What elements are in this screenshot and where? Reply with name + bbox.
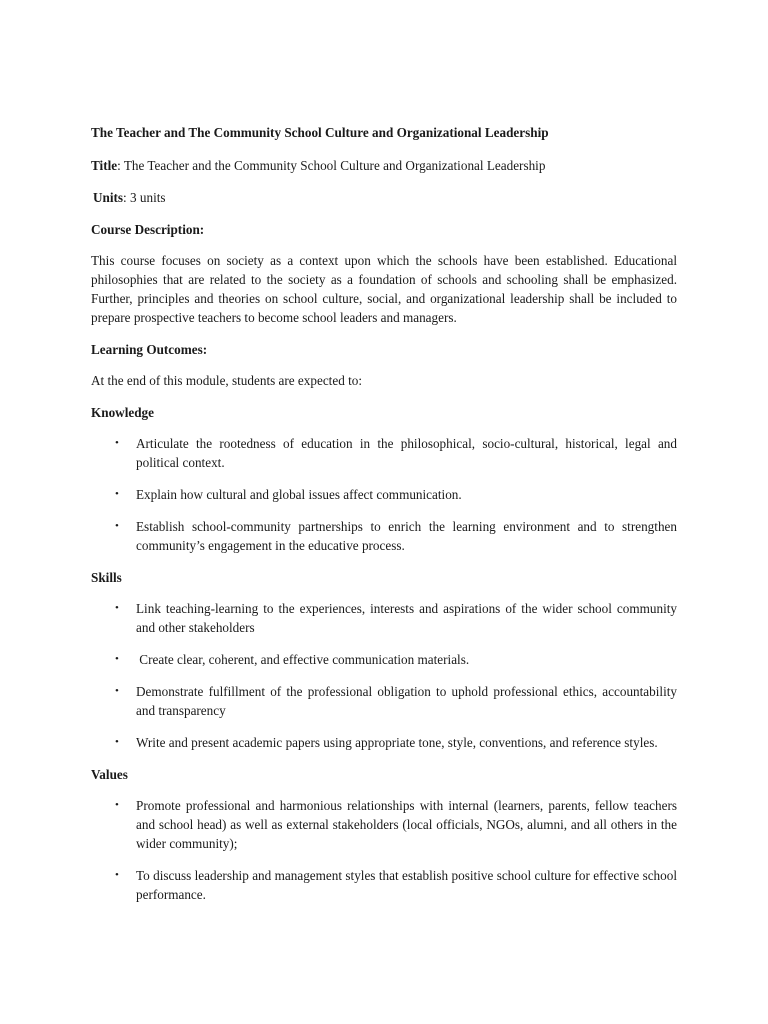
list-item-text: Create clear, coherent, and effective communication materials.	[136, 652, 470, 667]
list-item	[91, 517, 677, 555]
course-description-text: This course focuses on society as a context upon which the schools have been established. Educational philosophies that are related to the society as a foundation of schools and schooling shall be emphasized. Further, principles and theories on school culture, social, and organizational leadership shall be included to prepare prospective teachers to become school leaders and managers.	[91, 253, 677, 325]
list-item	[91, 650, 677, 669]
title-line	[91, 156, 677, 175]
list-item-text: Write and present academic papers using appropriate tone, style, conventions, and reference styles.	[136, 735, 658, 750]
learning-outcomes-intro: At the end of this module, students are expected to:	[91, 373, 363, 388]
bullet-icon: •	[115, 488, 119, 500]
list-item-text: Establish school-community partnerships to enrich the learning environment and to strengthen community’s engagement in the educative process.	[136, 519, 677, 553]
list-item	[91, 866, 677, 904]
skills-heading: Skills	[91, 570, 122, 585]
list-item-text: To discuss leadership and management styles that establish positive school culture for effective school performance.	[136, 868, 677, 902]
list-item-text: Articulate the rootedness of education in the philosophical, socio-cultural, historical, legal and political context.	[136, 436, 677, 470]
list-item	[91, 599, 677, 637]
list-item-text: Demonstrate fulfillment of the professional obligation to uphold professional ethics, accountability and transparency	[136, 684, 677, 718]
list-item-text: Link teaching-learning to the experiences, interests and aspirations of the wider school community and other stakeholders	[136, 601, 677, 635]
bullet-icon: •	[115, 799, 119, 811]
list-item	[91, 485, 677, 504]
bullet-icon: •	[115, 685, 119, 697]
units-label: Units	[93, 190, 124, 205]
bullet-icon: •	[115, 653, 119, 665]
bullet-icon: •	[115, 520, 119, 532]
course-description-heading: Course Description:	[91, 222, 205, 237]
list-item	[91, 682, 677, 720]
learning-outcomes-heading: Learning Outcomes:	[91, 342, 208, 357]
list-item	[91, 796, 677, 853]
document-main-heading: The Teacher and The Community School Culture and Organizational Leadership	[91, 125, 549, 140]
list-item	[91, 434, 677, 472]
bullet-icon: •	[115, 869, 119, 881]
list-item	[91, 733, 677, 752]
list-item-text: Promote professional and harmonious relationships with internal (learners, parents, fellow teachers and school head) as well as external stakeholders (local officials, NGOs, alumni, and all others in the wider community);	[136, 798, 677, 851]
skills-list	[91, 599, 677, 752]
values-list	[91, 796, 677, 904]
units-line	[91, 188, 677, 207]
title-value: : The Teacher and the Community School Culture and Organizational Leadership	[117, 158, 546, 173]
knowledge-list	[91, 434, 677, 555]
values-heading: Values	[91, 767, 128, 782]
bullet-icon: •	[115, 602, 119, 614]
units-value: : 3 units	[123, 190, 166, 205]
knowledge-heading: Knowledge	[91, 405, 155, 420]
bullet-icon: •	[115, 437, 119, 449]
bullet-icon: •	[115, 736, 119, 748]
title-label: Title	[91, 158, 118, 173]
list-item-text: Explain how cultural and global issues affect communication.	[136, 487, 462, 502]
